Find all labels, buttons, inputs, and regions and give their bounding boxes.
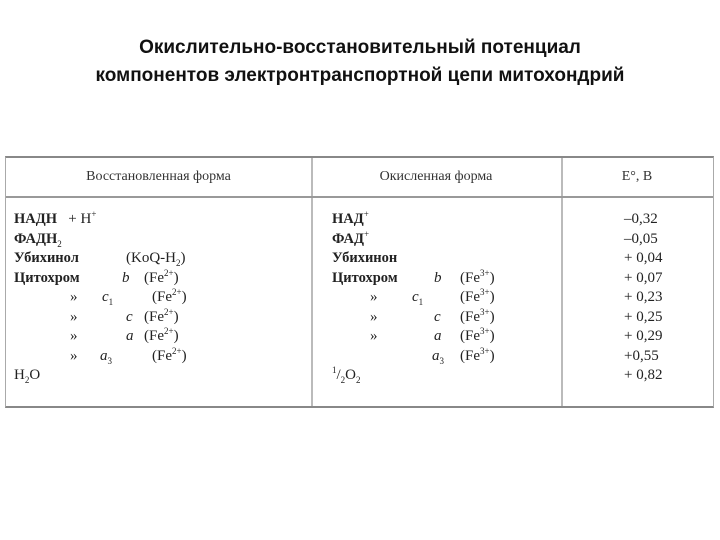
table-row: [14, 269, 309, 289]
header-potential: E°, В: [621, 169, 653, 184]
compound-name: Цитохром: [332, 269, 398, 286]
table-header: [6, 158, 713, 198]
title-line-2: компонентов электронтранспортной цепи митохондрий: [95, 65, 625, 86]
table-row: [14, 288, 309, 308]
ditto-mark: »: [370, 289, 378, 305]
potential-value: + 0,23: [624, 289, 663, 305]
compound-name: Цитохром: [14, 269, 80, 286]
potential-value: + 0,29: [624, 328, 663, 344]
ditto-mark: »: [70, 328, 78, 344]
table-row: [14, 308, 309, 328]
potential-value: –0,05: [624, 230, 658, 247]
table-row: [14, 249, 309, 269]
ditto-mark: »: [370, 328, 378, 344]
header-reduced-form: Восстановленная форма: [86, 169, 231, 184]
compound-name: $H_2O$: [14, 367, 41, 385]
cytochrome-letter: c: [434, 308, 441, 325]
compound-name: Убихинон: [332, 250, 398, 266]
table-row: [332, 327, 557, 347]
compound-name: ФАД: [332, 230, 364, 247]
iron-ion: $(Fe^{3+})$: [460, 345, 495, 364]
compound-name: $^1/_2O_2$: [332, 365, 361, 385]
cytochrome-letter: $c_1$: [412, 289, 424, 307]
ditto-mark: »: [70, 289, 78, 305]
cytochrome-letter: b: [434, 269, 442, 286]
cytochrome-letter: a: [126, 328, 134, 344]
oxidized-form-column: [332, 210, 557, 386]
cytochrome-letter: $a_3$: [432, 347, 444, 366]
ditto-mark: »: [70, 308, 78, 325]
redox-potential-table: [5, 156, 714, 408]
ditto-mark: »: [370, 308, 378, 325]
table-row: [14, 366, 309, 386]
table-row: [332, 308, 557, 328]
table-row: [14, 347, 309, 367]
iron-ion: $(Fe^{2+})$: [144, 326, 179, 344]
table-row: [332, 249, 557, 269]
iron-ion: $(Fe^{2+})$: [152, 287, 187, 305]
cytochrome-letter: $a_3$: [100, 347, 112, 366]
iron-ion: $(Fe^{2+})$: [144, 267, 179, 286]
cytochrome-letter: $c_1$: [102, 289, 114, 307]
potential-value: –0,32: [624, 211, 658, 227]
compound-name: НАД: [332, 211, 364, 227]
potential-column: [624, 210, 709, 386]
table-row: НАД+: [332, 209, 369, 227]
header-oxidized-form: Окисленная форма: [379, 169, 493, 184]
table-row: [332, 366, 557, 386]
title-line-1: Окислительно-восстановительный потенциал: [139, 37, 581, 58]
iron-ion: $(Fe^{3+})$: [460, 267, 495, 286]
reduced-form-column: [14, 210, 309, 386]
iron-ion: $(Fe^{2+})$: [144, 306, 179, 325]
table-row: $ФАДН_2$: [14, 230, 62, 249]
iron-ion: $(Fe^{2+})$: [152, 345, 187, 364]
potential-value: + 0,07: [624, 269, 663, 286]
compound-extra: + Н+: [68, 209, 97, 227]
table-row: [332, 347, 557, 367]
table-row: [14, 327, 309, 347]
iron-ion: $(Fe^{3+})$: [460, 326, 495, 344]
iron-ion: $(Fe^{3+})$: [460, 287, 495, 305]
slide-title: [0, 34, 720, 90]
table-row: ФАД+: [332, 228, 370, 247]
table-row: [332, 269, 557, 289]
cytochrome-letter: a: [434, 328, 442, 344]
compound-name: ФАДН: [14, 230, 58, 247]
cytochrome-letter: c: [126, 308, 133, 325]
potential-value: + 0,82: [624, 367, 663, 383]
compound-name: Убихинол: [14, 250, 79, 266]
iron-ion: $(Fe^{3+})$: [460, 306, 495, 325]
potential-value: + 0,04: [624, 250, 663, 266]
cytochrome-letter: b: [122, 269, 130, 286]
potential-value: + 0,25: [624, 308, 663, 325]
table-row: [14, 210, 309, 230]
compound-extra: $(KoQ-H_2)$: [126, 250, 186, 268]
potential-value: +0,55: [624, 347, 659, 364]
ditto-mark: »: [70, 347, 78, 364]
table-row: [332, 288, 557, 308]
compound-name: НАДН: [14, 211, 58, 227]
